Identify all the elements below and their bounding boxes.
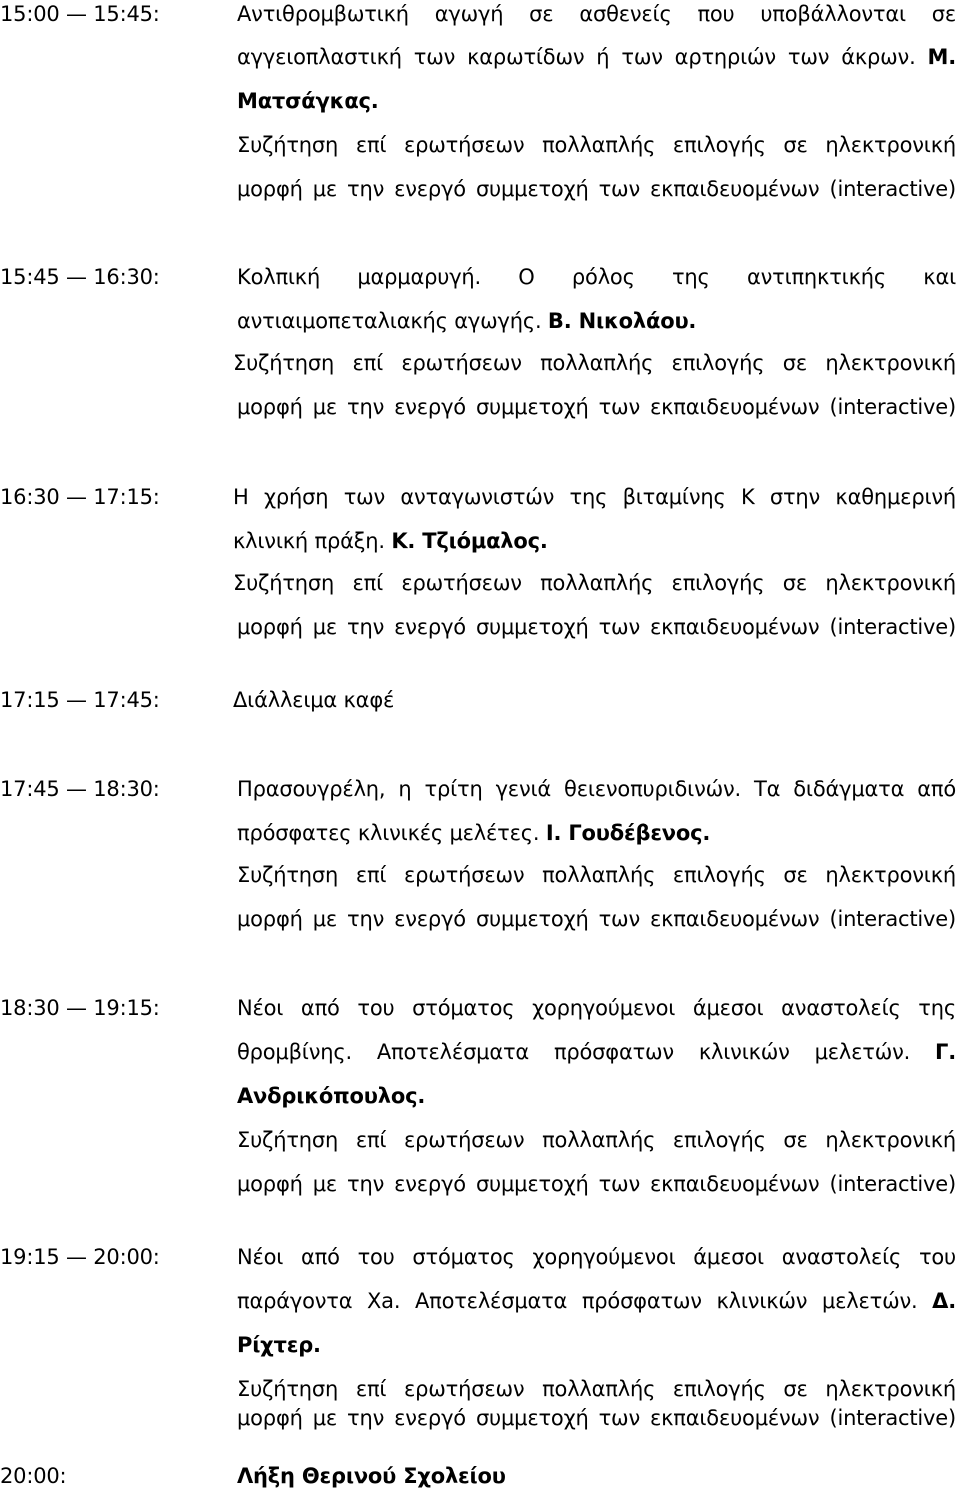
session-title-line: Διάλλειμα καφέ bbox=[233, 688, 395, 712]
discussion-line: μορφή με την ενεργό συμμετοχή των εκπαιδευομένων (interactive) bbox=[237, 907, 956, 931]
session-1-row-5 bbox=[0, 172, 960, 206]
session-time: 17:15 — 17:45: bbox=[0, 688, 160, 712]
session-1-row-2 bbox=[0, 40, 960, 74]
speaker-name: Δ. bbox=[932, 1289, 956, 1313]
session-1-row-1 bbox=[0, 0, 960, 31]
session-2-row-1 bbox=[0, 260, 960, 294]
session-7-row-5 bbox=[0, 1401, 960, 1435]
session-3-row-4 bbox=[0, 610, 960, 644]
speaker-name: Γ. bbox=[935, 1040, 956, 1064]
session-title-line: αγγειοπλαστική των καρωτίδων ή των αρτηριών των άκρων. Μ. bbox=[237, 45, 956, 69]
speaker-name: Ματσάγκας. bbox=[237, 89, 379, 113]
session-6-row-1 bbox=[0, 991, 960, 1025]
discussion-line: Συζήτηση επί ερωτήσεων πολλαπλής επιλογής σε ηλεκτρονική bbox=[237, 133, 956, 157]
session-1-row-4 bbox=[0, 128, 960, 162]
session-title-line: θρομβίνης. Αποτελέσματα πρόσφατων κλινικών μελετών. Γ. bbox=[237, 1040, 956, 1064]
session-title-line: Πρασουγρέλη, η τρίτη γενιά θειενοπυριδινών. Τα διδάγματα από bbox=[237, 777, 956, 801]
discussion-line: Συζήτηση επί ερωτήσεων πολλαπλής επιλογής σε ηλεκτρονική bbox=[233, 571, 956, 595]
session-5-row-1 bbox=[0, 772, 960, 806]
speaker-name: Ι. Γουδέβενος. bbox=[545, 821, 711, 845]
session-5-row-4 bbox=[0, 902, 960, 936]
session-7-row-2 bbox=[0, 1284, 960, 1318]
speaker-name: Ανδρικόπουλος. bbox=[237, 1084, 426, 1108]
session-title-line: Νέοι από του στόματος χορηγούμενοι άμεσοι αναστολείς της bbox=[237, 996, 956, 1020]
speaker-name: Β. Νικολάου. bbox=[547, 309, 697, 333]
discussion-line: μορφή με την ενεργό συμμετοχή των εκπαιδευομένων (interactive) bbox=[237, 1172, 956, 1196]
session-7-row-3 bbox=[0, 1328, 960, 1362]
discussion-line: Συζήτηση επί ερωτήσεων πολλαπλής επιλογής σε ηλεκτρονική bbox=[237, 1377, 956, 1401]
session-2-row-2 bbox=[0, 304, 960, 338]
session-title-line: παράγοντα Χa. Αποτελέσματα πρόσφατων κλινικών μελετών. Δ. bbox=[237, 1289, 956, 1313]
session-title-line: Η χρήση των ανταγωνιστών της βιταμίνης Κ στην καθημερινή bbox=[233, 485, 956, 509]
closing-title: Λήξη Θερινού Σχολείου bbox=[237, 1464, 506, 1488]
session-time: 15:45 — 16:30: bbox=[0, 265, 160, 289]
session-time: 17:45 — 18:30: bbox=[0, 777, 160, 801]
discussion-line: μορφή με την ενεργό συμμετοχή των εκπαιδευομένων (interactive) bbox=[237, 615, 956, 639]
session-6-row-4 bbox=[0, 1123, 960, 1157]
discussion-line: Συζήτηση επί ερωτήσεων πολλαπλής επιλογής σε ηλεκτρονική bbox=[233, 351, 956, 375]
speaker-name: Κ. Τζιόμαλος. bbox=[391, 529, 548, 553]
session-time: 16:30 — 17:15: bbox=[0, 485, 160, 509]
session-title-line: Νέοι από του στόματος χορηγούμενοι άμεσοι αναστολείς του bbox=[237, 1245, 956, 1269]
discussion-line: μορφή με την ενεργό συμμετοχή των εκπαιδευομένων (interactive) bbox=[237, 177, 956, 201]
discussion-line: μορφή με την ενεργό συμμετοχή των εκπαιδευομένων (interactive) bbox=[237, 1406, 956, 1430]
session-title-line: αντιαιμοπεταλιακής αγωγής. Β. Νικολάου. bbox=[237, 309, 697, 333]
session-3-row-3 bbox=[0, 566, 960, 600]
session-title-line: Κολπική μαρμαρυγή. Ο ρόλος της αντιπηκτικής και bbox=[237, 265, 956, 289]
session-title-line: πρόσφατες κλινικές μελέτες. Ι. Γουδέβενος. bbox=[237, 821, 711, 845]
speaker-name: Ρίχτερ. bbox=[237, 1333, 321, 1357]
discussion-line: Συζήτηση επί ερωτήσεων πολλαπλής επιλογής σε ηλεκτρονική bbox=[237, 863, 956, 887]
session-time: 20:00: bbox=[0, 1464, 67, 1488]
session-4-row-1 bbox=[0, 683, 960, 717]
session-6-row-2 bbox=[0, 1035, 960, 1069]
session-3-row-2 bbox=[0, 524, 960, 558]
session-7-row-1 bbox=[0, 1240, 960, 1274]
session-6-row-5 bbox=[0, 1167, 960, 1201]
discussion-line: Συζήτηση επί ερωτήσεων πολλαπλής επιλογής σε ηλεκτρονική bbox=[237, 1128, 956, 1152]
session-title-line: Αντιθρομβωτική αγωγή σε ασθενείς που υποβάλλονται σε bbox=[237, 2, 956, 26]
session-time: 18:30 — 19:15: bbox=[0, 996, 160, 1020]
session-5-row-3 bbox=[0, 858, 960, 892]
session-3-row-1 bbox=[0, 480, 960, 514]
session-1-row-3 bbox=[0, 84, 960, 118]
session-title-line: κλινική πράξη. Κ. Τζιόμαλος. bbox=[233, 529, 548, 553]
discussion-line: μορφή με την ενεργό συμμετοχή των εκπαιδευομένων (interactive) bbox=[237, 395, 956, 419]
session-6-row-3 bbox=[0, 1079, 960, 1113]
session-2-row-4 bbox=[0, 390, 960, 424]
session-time: 19:15 — 20:00: bbox=[0, 1245, 160, 1269]
speaker-name: Μ. bbox=[927, 45, 956, 69]
session-2-row-3 bbox=[0, 346, 960, 380]
session-8-row-1 bbox=[0, 1459, 960, 1493]
session-5-row-2 bbox=[0, 816, 960, 850]
session-time: 15:00 — 15:45: bbox=[0, 2, 160, 26]
